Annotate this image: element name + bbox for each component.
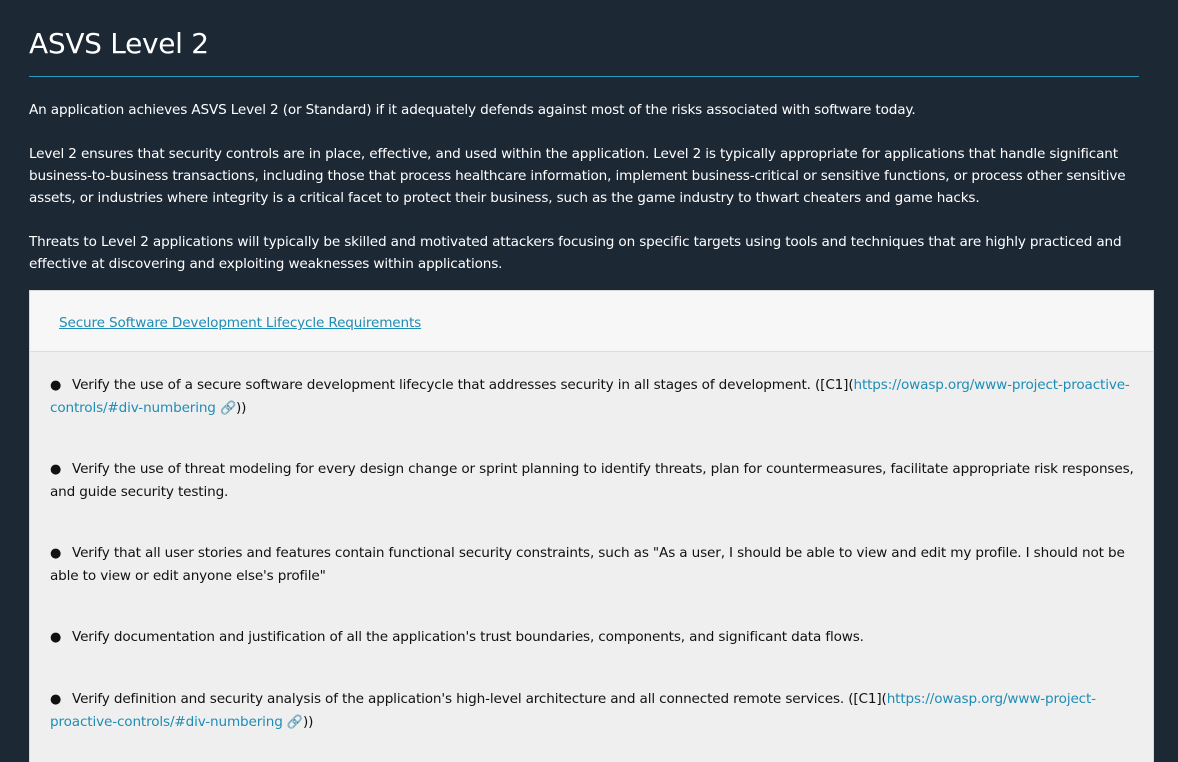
item-text: Verify documentation and justification of all the application's trust boundaries, components, and significant data flows. [72, 629, 864, 645]
item-text: Verify the use of threat modeling for every design change or sprint planning to identify threats, plan for countermeasures, facilitate appropriate risk responses, and guide security testing. [50, 461, 1134, 500]
item-text: Verify definition and security analysis of the application's high-level architecture and all connected remote services. ([C1]( [72, 691, 887, 707]
list-item [50, 374, 1140, 420]
title-divider [29, 76, 1139, 77]
link-icon: 🔗 [219, 401, 237, 416]
intro-paragraph-3: Threats to Level 2 applications will typically be skilled and motivated attackers focusing on specific targets using tools and techniques that are highly practiced and effective at discovering and exploiting weaknesses within applications. [29, 234, 1122, 272]
item-suffix: )) [236, 400, 247, 416]
bullet-icon: ● [50, 462, 62, 477]
item-link-text: https://owasp.org/www-project-proactive-controls/#div-numbering [50, 377, 1130, 416]
intro-paragraph-1: An application achieves ASVS Level 2 (or Standard) if it adequately defends against most of the risks associated with software today. [29, 102, 916, 118]
intro-paragraph-2: Level 2 ensures that security controls are in place, effective, and used within the application. Level 2 is typically appropriate for applications that handle significant business-to-business transactions, including those that process healthcare information, implement business-critical or sensitive functions, or process other sensitive assets, or industries where integrity is a critical facet to protect their business, such as the game industry to thwart cheaters and game hacks. [29, 146, 1126, 206]
bullet-icon: ● [50, 630, 62, 645]
bullet-icon: ● [50, 546, 62, 561]
intro-text [29, 99, 1139, 297]
page-title: ASVS Level 2 [29, 27, 209, 60]
list-item [50, 688, 1140, 734]
list-item [50, 626, 1140, 649]
item-suffix: )) [302, 714, 314, 730]
link-icon: 🔗 [286, 715, 303, 730]
requirements-card [29, 290, 1154, 762]
bullet-icon: ● [50, 378, 62, 393]
list-item [50, 542, 1140, 587]
list-item [50, 458, 1140, 503]
item-text: Verify that all user stories and features contain functional security constraints, such as "As a user, I should be able to view and edit my profile. I should not be able to view or edit anyone else's profile" [50, 545, 1125, 584]
item-link-text: https://owasp.org/www-project-proactive-controls/#div-numbering [50, 691, 1096, 730]
section-link[interactable]: Secure Software Development Lifecycle Requirements [59, 315, 422, 331]
bullet-icon: ● [50, 692, 62, 707]
card-header [30, 291, 1153, 352]
item-text: Verify the use of a secure software development lifecycle that addresses security in all stages of development. ([C1]( [72, 377, 854, 393]
